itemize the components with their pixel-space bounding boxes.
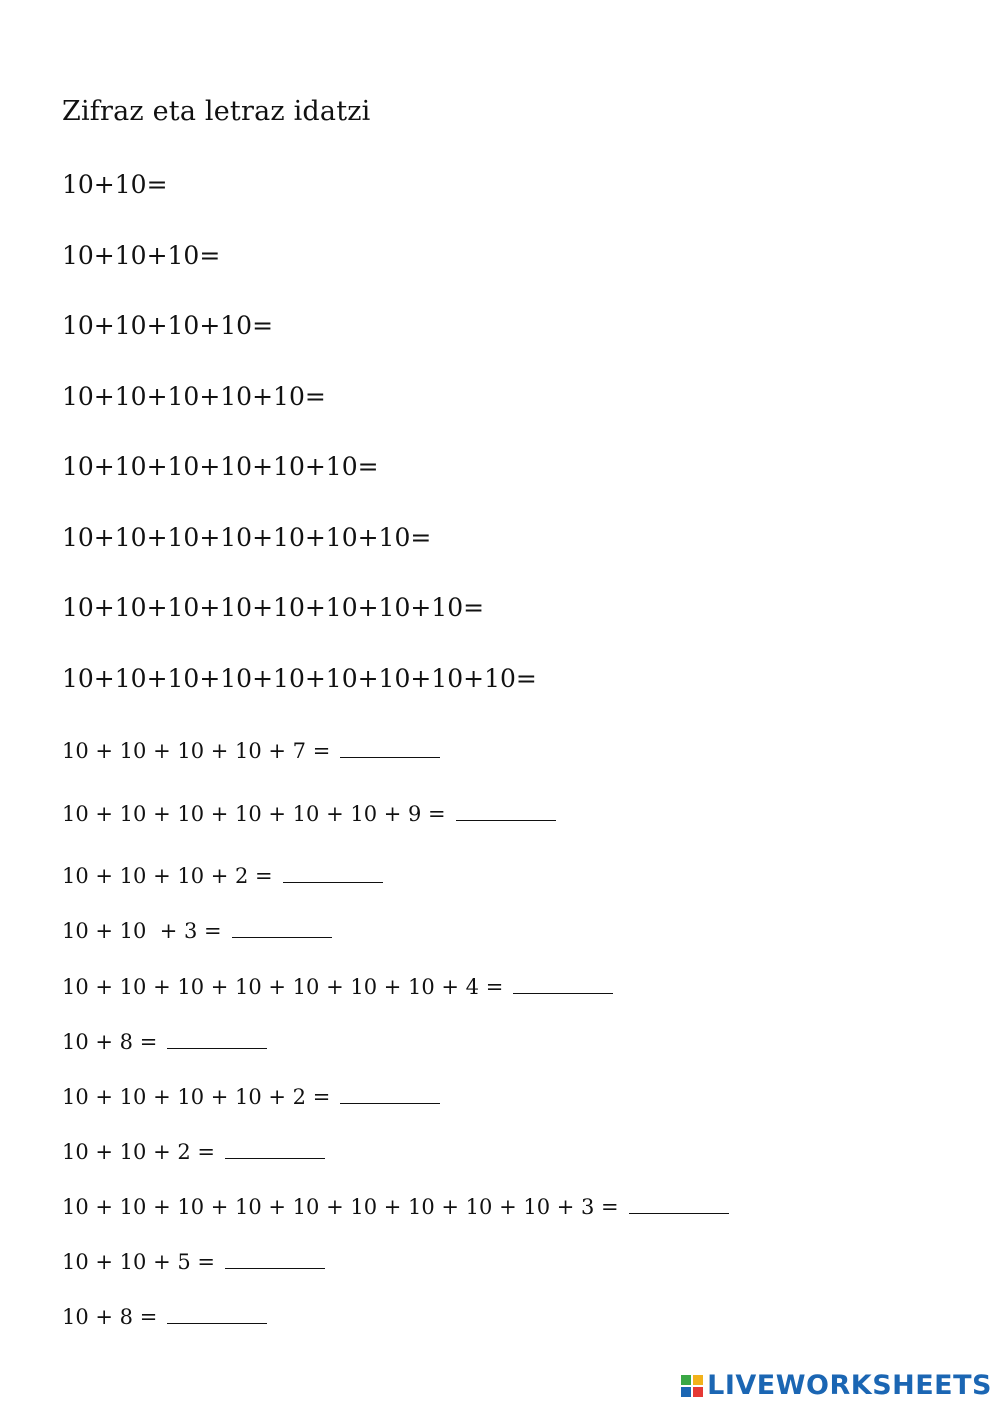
sum-row: [62, 1028, 267, 1054]
sum-text: 10 + 10 + 10 + 10 + 7 =: [62, 739, 331, 763]
sum-row: [62, 593, 484, 622]
answer-blank[interactable]: [232, 917, 332, 938]
sum-row: [62, 523, 431, 552]
sum-row: [62, 1248, 325, 1274]
sum-row: [62, 973, 613, 999]
sum-row: [62, 452, 379, 481]
sum-text: 10+10+10+10+10+10+10+10+10=: [62, 664, 537, 693]
answer-blank[interactable]: [629, 1193, 729, 1214]
sum-row: [62, 311, 273, 340]
answer-blank[interactable]: [340, 1083, 440, 1104]
sum-row: [62, 1138, 325, 1164]
sum-row: [62, 1303, 267, 1329]
sum-text: 10 + 10 + 10 + 10 + 2 =: [62, 1085, 331, 1109]
sum-text: 10 + 8 =: [62, 1030, 158, 1054]
sum-text: 10+10+10+10+10+10+10=: [62, 523, 432, 552]
sum-row: [62, 664, 537, 693]
sum-text: 10 + 8 =: [62, 1305, 158, 1329]
sum-text: 10 + 10 + 10 + 10 + 10 + 10 + 10 + 10 + 10 + 3 =: [62, 1195, 619, 1219]
sum-text: 10+10+10=: [62, 241, 221, 270]
logo-text: LIVEWORKSHEETS: [707, 1370, 992, 1401]
sum-row: [62, 1193, 729, 1219]
sum-row: [62, 170, 168, 199]
answer-blank[interactable]: [167, 1303, 267, 1324]
sum-row: [62, 382, 326, 411]
sum-text: 10+10+10+10+10=: [62, 382, 326, 411]
logo-mark-icon: [681, 1375, 703, 1397]
sum-text: 10 + 10 + 10 + 10 + 10 + 10 + 10 + 4 =: [62, 975, 504, 999]
answer-blank[interactable]: [225, 1248, 325, 1269]
worksheet-title: Zifraz eta letraz idatzi: [62, 96, 371, 127]
sum-text: 10+10+10+10=: [62, 311, 274, 340]
liveworksheets-logo: [681, 1370, 992, 1401]
answer-blank[interactable]: [456, 800, 556, 821]
sum-text: 10 + 10 + 10 + 2 =: [62, 864, 273, 888]
sum-text: 10+10+10+10+10+10=: [62, 452, 379, 481]
sum-text: 10 + 10 + 10 + 10 + 10 + 10 + 9 =: [62, 802, 446, 826]
sum-row: [62, 737, 440, 763]
sum-row: [62, 800, 556, 826]
sum-text: 10+10=: [62, 170, 168, 199]
sum-text: 10 + 10 + 5 =: [62, 1250, 215, 1274]
sum-text: 10+10+10+10+10+10+10+10=: [62, 593, 485, 622]
sum-row: [62, 241, 220, 270]
answer-blank[interactable]: [513, 973, 613, 994]
sum-text: 10 + 10 + 3 =: [62, 919, 222, 943]
sum-row: [62, 1083, 440, 1109]
answer-blank[interactable]: [167, 1028, 267, 1049]
answer-blank[interactable]: [225, 1138, 325, 1159]
sum-text: 10 + 10 + 2 =: [62, 1140, 215, 1164]
sum-row: [62, 862, 383, 888]
sum-row: [62, 917, 332, 943]
answer-blank[interactable]: [340, 737, 440, 758]
answer-blank[interactable]: [283, 862, 383, 883]
